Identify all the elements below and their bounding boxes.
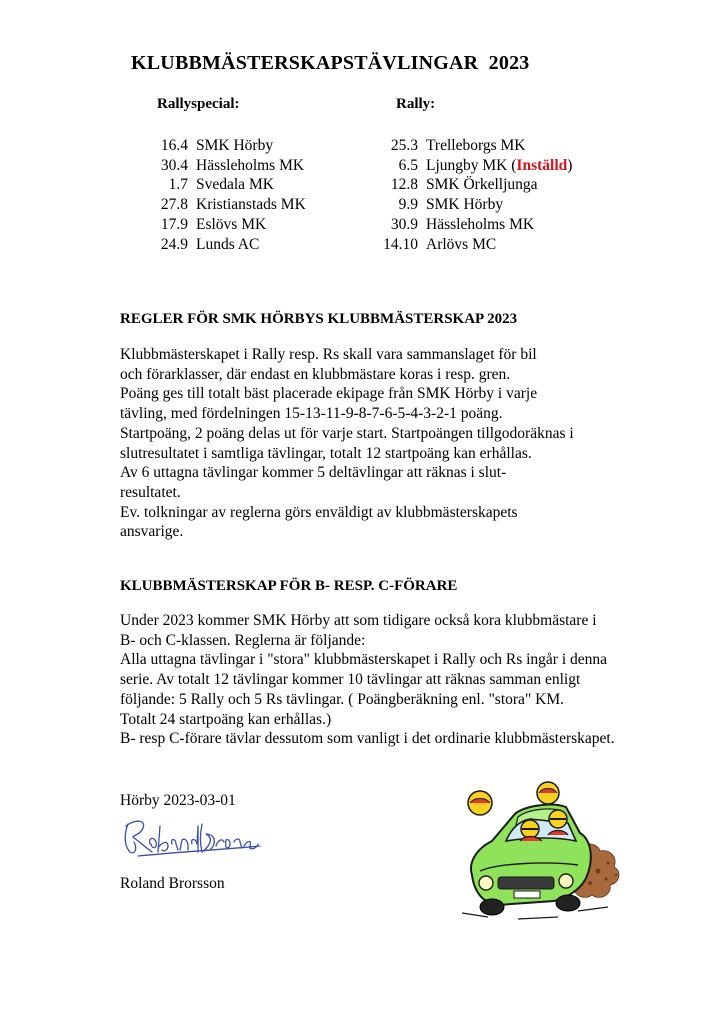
event-place: SMK Hörby xyxy=(426,196,504,214)
bc-text xyxy=(120,611,680,749)
schedule-row xyxy=(146,156,306,176)
event-place: Arlövs MC xyxy=(426,235,497,253)
event-date: 1.7 xyxy=(168,176,188,194)
rules-line: Av 6 uttagna tävlingar kommer 5 deltävlingar att räknas i slut- xyxy=(120,464,507,482)
schedule-row xyxy=(146,215,306,235)
event-place: SMK Örkelljunga xyxy=(426,176,538,194)
rules-heading: REGLER FÖR SMK HÖRBYS KLUBBMÄSTERSKAP 2023 xyxy=(120,311,518,327)
event-date: 16.4 xyxy=(160,137,188,154)
rules-line: Startpoäng, 2 poäng delas ut för varje start. Startpoängen tillgodoräknas i xyxy=(120,424,574,442)
event-place: Svedala MK xyxy=(196,176,274,194)
event-place: Lunds AC xyxy=(196,235,260,253)
rally-schedule xyxy=(376,136,572,254)
event-date: 14.10 xyxy=(383,235,418,253)
bc-line: Under 2023 kommer SMK Hörby att som tidigare också kora klubbmästare i xyxy=(120,612,597,629)
page-title: KLUBBMÄSTERSKAPSTÄVLINGAR 2023 xyxy=(131,52,530,74)
signatory-name: Roland Brorsson xyxy=(120,875,225,892)
schedule-row xyxy=(376,195,572,215)
event-date: 12.8 xyxy=(390,176,418,194)
schedule-row xyxy=(146,175,306,195)
event-place: Hässleholms MK xyxy=(426,215,535,233)
rules-line: tävling, med fördelningen 15-13-11-9-8-7-6-5-4-3-2-1 poäng. xyxy=(120,405,503,423)
bc-line: serie. Av totalt 12 tävlingar kommer 10 tävlingar att räknas samman enligt xyxy=(120,671,581,689)
event-date: 25.3 xyxy=(390,137,418,154)
event-place-name: Ljungby MK ( xyxy=(426,156,517,174)
event-place xyxy=(426,156,572,176)
schedule-row xyxy=(376,215,572,235)
event-date: 30.9 xyxy=(390,215,418,233)
schedule-row xyxy=(376,156,572,176)
rules-line: ansvarige. xyxy=(120,523,184,541)
handwritten-signature xyxy=(118,812,268,862)
schedule-row xyxy=(146,136,306,156)
bc-heading: KLUBBMÄSTERSKAP FÖR B- RESP. C-FÖRARE xyxy=(120,578,458,594)
rally-heading: Rally: xyxy=(396,96,436,112)
event-place: Trelleborgs MK xyxy=(426,137,526,154)
schedule-row xyxy=(146,195,306,215)
rules-line: Klubbmästerskapet i Rally resp. Rs skall vara sammanslaget för bil xyxy=(120,346,537,363)
rally-car-illustration xyxy=(458,779,626,929)
event-date: 30.4 xyxy=(160,156,188,174)
event-place: Hässleholms MK xyxy=(196,156,305,174)
schedule-row xyxy=(376,136,572,156)
closing-paren: ) xyxy=(567,156,573,174)
event-date: 24.9 xyxy=(160,235,188,253)
rules-line: slutresultatet i samtliga tävlingar, totalt 12 startpoäng kan erhållas. xyxy=(120,444,532,462)
rules-line: och förarklasser, där endast en klubbmästare koras i resp. gren. xyxy=(120,365,511,383)
schedule-row xyxy=(146,235,306,255)
event-date: 17.9 xyxy=(160,215,188,233)
rules-line: Ev. tolkningar av reglerna görs enväldigt av klubbmästerskapets xyxy=(120,503,518,521)
event-date: 27.8 xyxy=(160,196,188,214)
rules-line: Poäng ges till totalt bäst placerade ekipage från SMK Hörby i varje xyxy=(120,385,538,403)
schedule-row xyxy=(376,235,572,255)
place-date: Hörby 2023-03-01 xyxy=(120,792,236,809)
cancelled-label: Inställd xyxy=(516,156,568,174)
rallyspecial-schedule xyxy=(146,136,306,254)
rules-text xyxy=(120,345,680,542)
rallyspecial-heading: Rallyspecial: xyxy=(157,96,240,112)
rules-line: resultatet. xyxy=(120,483,181,501)
event-date: 6.5 xyxy=(398,156,418,174)
event-place: Kristianstads MK xyxy=(196,196,306,214)
bc-line: B- och C-klassen. Reglerna är följande: xyxy=(120,631,366,649)
bc-line: följande: 5 Rally och 5 Rs tävlingar. ( Poängberäkning enl. "stora" KM. xyxy=(120,690,564,708)
bc-line: Totalt 24 startpoäng kan erhållas.) xyxy=(120,710,332,728)
bc-line: B- resp C-förare tävlar dessutom som vanligt i det ordinarie klubbmästerskapet. xyxy=(120,730,615,748)
schedule-row xyxy=(376,175,572,195)
event-place: Eslövs MK xyxy=(196,215,267,233)
event-date: 9.9 xyxy=(398,196,418,214)
event-place: SMK Hörby xyxy=(196,137,274,154)
bc-line: Alla uttagna tävlingar i "stora" klubbmästerskapet i Rally och Rs ingår i denna xyxy=(120,651,608,669)
